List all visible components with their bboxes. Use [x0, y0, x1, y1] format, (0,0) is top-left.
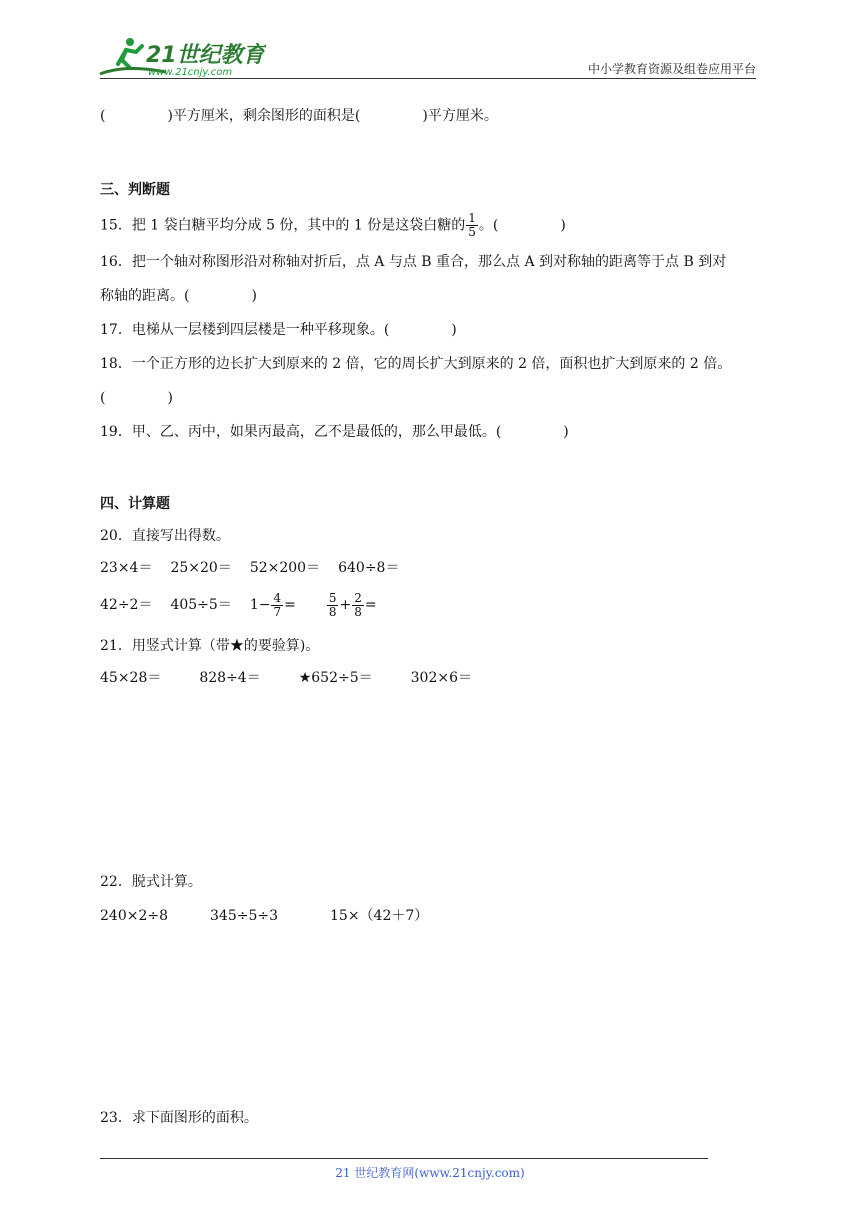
question-15: 15．把 1 袋白糖平均分成 5 份，其中的 1 份是这袋白糖的 $\frac{1}{5}$ 。( ): [100, 211, 566, 239]
q21-items: 45×28＝ 828÷4＝ ★652÷5＝ 302×6＝: [100, 670, 472, 686]
section-judgment-title: 三、判断题: [100, 182, 170, 198]
question-23-title: 23．求下面图形的面积。: [100, 1110, 258, 1126]
logo-url: www.21cnjy.com: [148, 67, 233, 78]
question-18-line2: ( ): [100, 390, 173, 406]
q22-items: 240×2÷8 345÷5÷3 15×（42＋7）: [100, 908, 429, 924]
q20-row2: 42÷2＝ 405÷5＝ 1− $\frac{4}{7}$ = $\frac{5}{8}$ + $\frac{2}{8}$ =: [100, 590, 377, 619]
site-logo: [96, 34, 266, 78]
question-18-line1: 18．一个正方形的边长扩大到原来的 2 倍，它的周长扩大到原来的 2 倍，面积也扩大到原来的 2 倍。: [100, 356, 732, 372]
header-divider: [100, 78, 756, 79]
logo-title: 21世纪教育: [146, 43, 265, 68]
footer-divider: [100, 1158, 708, 1159]
question-16-line2: 称轴的距离。( ): [100, 288, 257, 304]
question-16-line1: 16．把一个轴对称图形沿对称轴对折后，点 A 与点 B 重合，那么点 A 到对称轴的距离等于点 B 到对: [100, 254, 727, 270]
section-calc-title: 四、计算题: [100, 496, 170, 512]
question-21-title: 21．用竖式计算（带★的要验算)。: [100, 638, 320, 654]
question-22-title: 22．脱式计算。: [100, 874, 202, 890]
fraction-1-5: $\frac{1}{5}$: [468, 211, 476, 239]
runner-logo-icon: [96, 34, 266, 78]
platform-name: 中小学教育资源及组卷应用平台: [587, 62, 756, 76]
q20-row1: 23×4＝ 25×20＝ 52×200＝ 640÷8＝: [100, 560, 400, 576]
footer-text: 21 世纪教育网(www.21cnjy.com): [335, 1166, 525, 1180]
fraction-2-8: $\frac{2}{8}$: [354, 590, 362, 619]
question-17: 17．电梯从一层楼到四层楼是一种平移现象。( ): [100, 322, 457, 338]
fraction-4-7: $\frac{4}{7}$: [273, 590, 282, 619]
question-20-title: 20．直接写出得数。: [100, 528, 230, 544]
q14-continuation: ( )平方厘米，剩余图形的面积是( )平方厘米。: [100, 108, 498, 124]
fraction-5-8: $\frac{5}{8}$: [328, 590, 337, 619]
question-19: 19．甲、乙、丙中，如果丙最高，乙不是最低的，那么甲最低。( ): [100, 424, 569, 440]
